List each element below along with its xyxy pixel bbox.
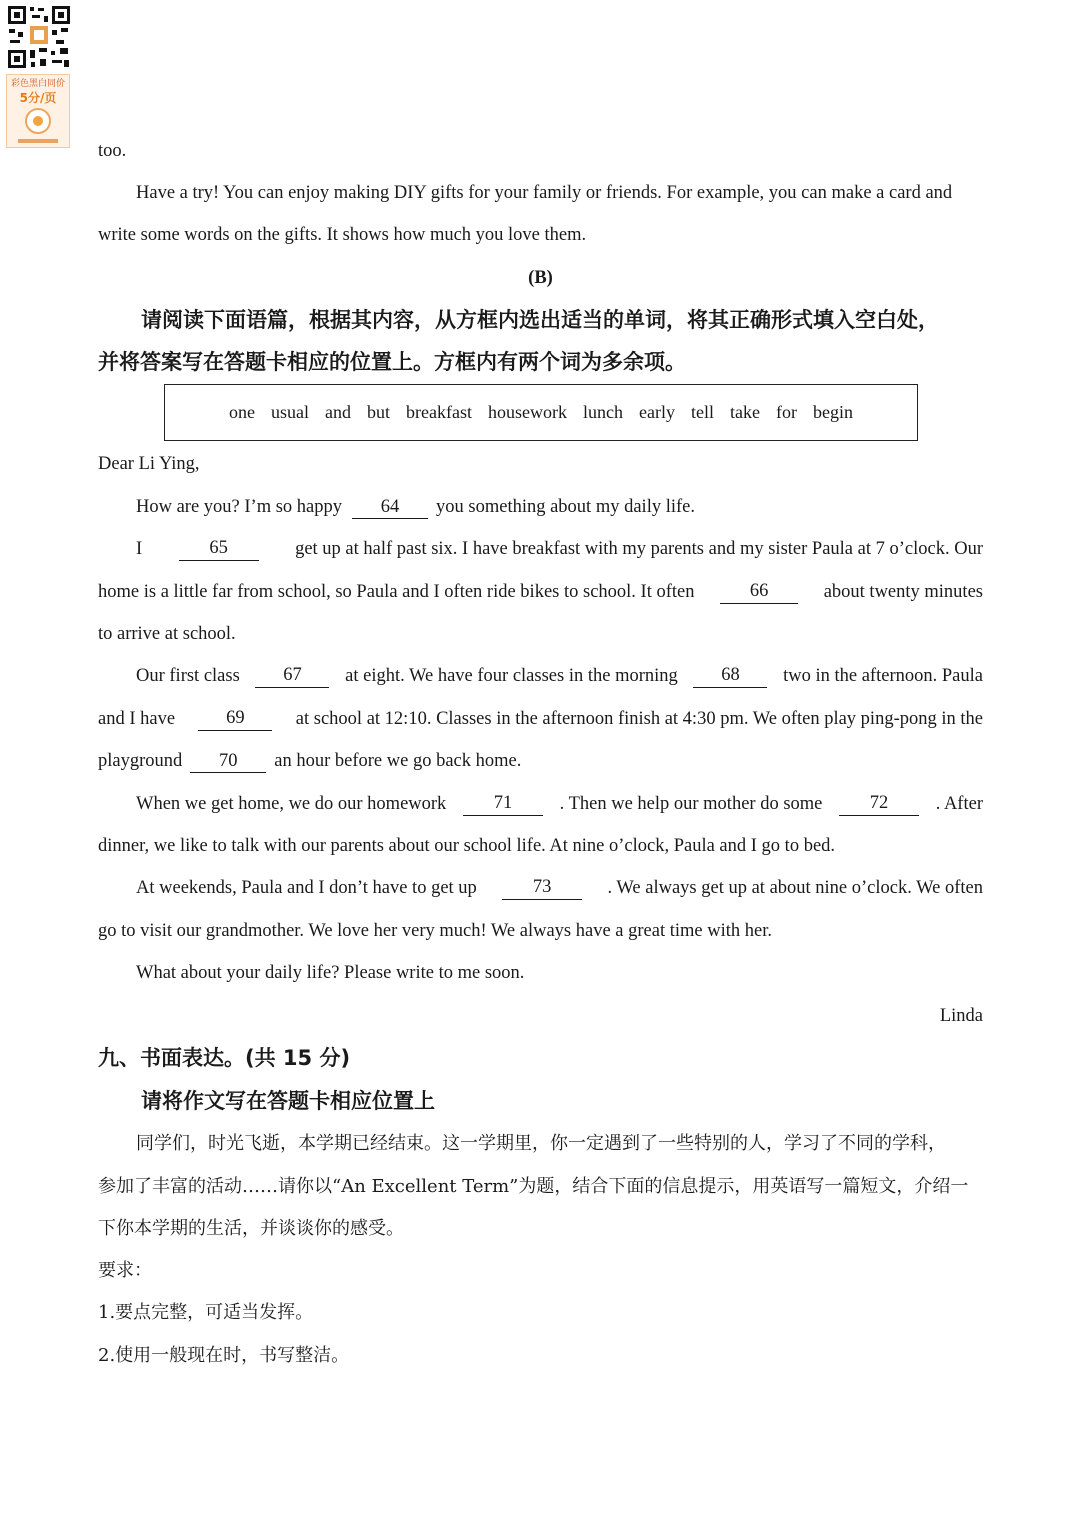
blank-73: 73 — [502, 876, 582, 900]
qr-code-icon — [6, 4, 72, 70]
passage-line: Our first class 67 at eight. We have four classes in the morning 68 two in the afternoon. Paula — [136, 665, 983, 686]
blank-65: 65 — [179, 537, 259, 561]
blank-64: 64 — [352, 496, 428, 519]
passage-line: How are you? I’m so happy 64 you something about my daily life. — [136, 497, 695, 517]
passage-line: playground 70 an hour before we go back home. — [98, 751, 522, 771]
passage-line: I 65 get up at half past six. I have breakfast with my parents and my sister Paula at 7 o’clock. Our — [136, 538, 983, 559]
letter-greeting: Dear Li Ying, — [98, 454, 200, 474]
price-badge — [6, 74, 70, 148]
section-title: 九、书面表达。(共 15 分) — [98, 1046, 351, 1070]
prompt-line: 下你本学期的生活，并谈谈你的感受。 — [98, 1218, 404, 1239]
passage-line: and I have 69 at school at 12:10. Classes in the afternoon finish at 4:30 pm. We often play ping-pong in the — [98, 708, 983, 729]
logo-bar — [18, 139, 58, 143]
blank-68: 68 — [693, 664, 767, 688]
passage-line: dinner, we like to talk with our parents about our school life. At nine o’clock, Paula and I go to bed. — [98, 836, 836, 856]
passage-line: When we get home, we do our homework 71 . Then we help our mother do some 72 . After — [136, 793, 983, 814]
word-bank-item: housework — [488, 402, 567, 422]
word-bank — [164, 384, 918, 441]
instruction-line: 并将答案写在答题卡相应的位置上。方框内有两个词为多余项。 — [98, 350, 686, 374]
section-subtitle: 请将作文写在答题卡相应位置上 — [141, 1089, 435, 1113]
word-bank-item: early — [639, 402, 675, 422]
word-bank-item: for — [775, 402, 797, 422]
passage-line: Have a try! You can enjoy making DIY gifts for your family or friends. For example, you can make a card and — [136, 183, 953, 203]
passage-line: to arrive at school. — [98, 624, 236, 644]
blank-67: 67 — [255, 664, 329, 688]
word-bank-item: tell — [690, 402, 714, 422]
word-bank-item: begin — [812, 402, 853, 422]
passage-line: What about your daily life? Please write to me soon. — [136, 963, 525, 983]
word-bank-item: one — [229, 402, 256, 422]
blank-66: 66 — [720, 580, 798, 604]
word-bank-item: take — [729, 402, 760, 422]
letter-signature: Linda — [939, 1006, 983, 1026]
price-badge-line1: 彩色黑白同价 — [10, 79, 65, 89]
passage-line: write some words on the gifts. It shows how much you love them. — [98, 225, 587, 245]
requirement-item: 2.使用一般现在时，书写整洁。 — [98, 1345, 350, 1366]
passage-line: go to visit our grandmother. We love her very much! We always have a great time with her. — [98, 921, 772, 941]
passage-line: At weekends, Paula and I don’t have to get up 73 . We always get up at about nine o’clock. We often — [136, 877, 983, 898]
section-label: (B) — [528, 268, 553, 288]
word-bank-item: and — [325, 402, 352, 422]
prompt-line: 参加了丰富的活动……请你以“An Excellent Term”为题，结合下面的信息提示，用英语写一篇短文，介绍一 — [98, 1176, 969, 1197]
word-bank-item: lunch — [583, 402, 623, 422]
price-badge-line2: 5分/页 — [19, 91, 57, 105]
prompt-line: 同学们，时光飞逝，本学期已经结束。这一学期里，你一定遇到了一些特别的人，学习了不同的学科， — [136, 1133, 946, 1154]
passage-line: home is a little far from school, so Paula and I often ride bikes to school. It often 66 about twenty minutes — [98, 581, 983, 602]
logo-icon — [25, 108, 51, 134]
blank-69: 69 — [198, 707, 272, 731]
word-bank-item: usual — [271, 402, 310, 422]
word-bank-item: but — [367, 402, 391, 422]
requirement-item: 1.要点完整，可适当发挥。 — [98, 1302, 314, 1323]
passage-line: too. — [98, 141, 127, 161]
blank-72: 72 — [839, 792, 919, 816]
blank-71: 71 — [463, 792, 543, 816]
blank-70: 70 — [190, 750, 266, 773]
word-bank-item: breakfast — [406, 402, 472, 422]
requirements-label: 要求： — [98, 1260, 152, 1281]
instruction-line: 请阅读下面语篇，根据其内容，从方框内选出适当的单词，将其正确形式填入空白处， — [141, 308, 939, 332]
